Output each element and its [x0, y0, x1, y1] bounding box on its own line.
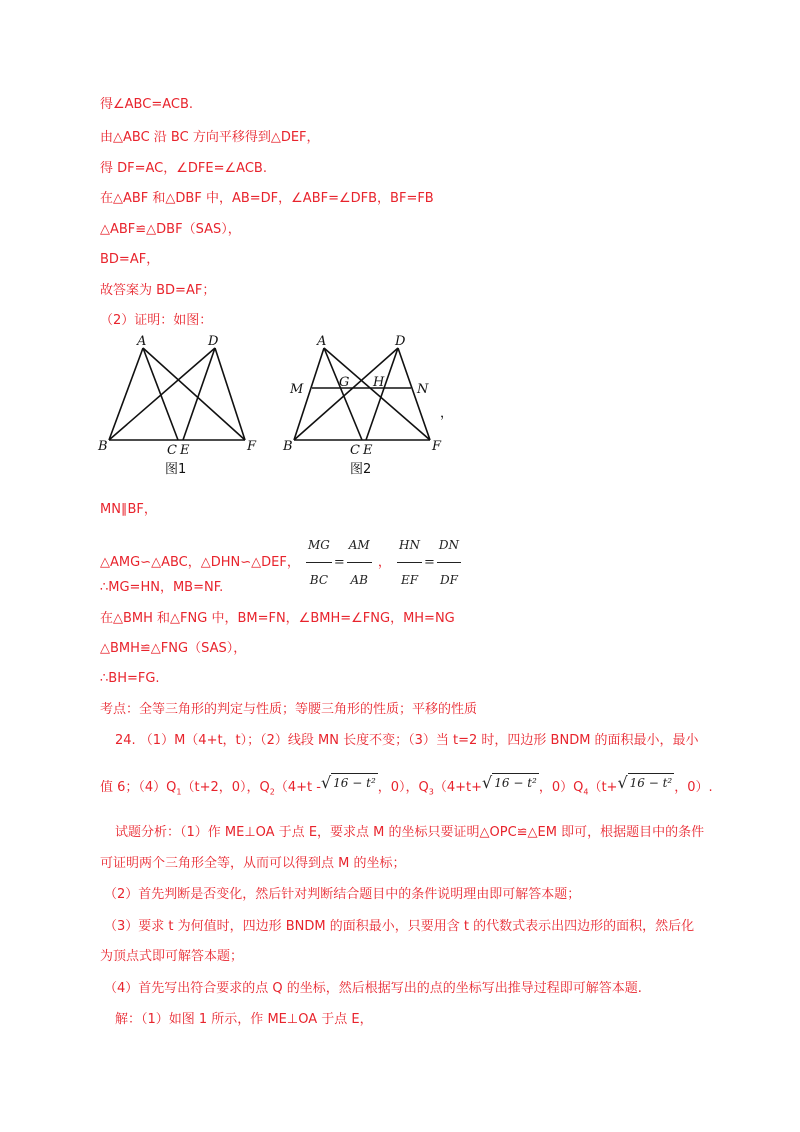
line-7: 故答案为 BD=AF；	[100, 283, 216, 298]
line-9: MN∥BF，	[100, 502, 157, 517]
line-3: 得 DF=AC，∠DFE=∠ACB.	[100, 161, 267, 176]
fig2-label-b: B	[283, 439, 293, 454]
radical-1: 16 − t²	[331, 773, 378, 792]
line-11: ∴MG=HN，MB=NF.	[100, 580, 224, 595]
fraction-hn-ef: $\frac{HN}{EF}$	[397, 528, 422, 597]
line-18: 试题分析：（1）作 ME⊥OA 于点 E，要求点 M 的坐标只要证明△OPC≌△EM 即可，根据题目中的条件	[115, 825, 705, 840]
line-10-separator: ，	[377, 555, 391, 570]
line-24: 解：（1）如图 1 所示，作 ME⊥OA 于点 E，	[115, 1012, 373, 1027]
fig2-caption: 图2	[350, 462, 372, 477]
fig2-label-f: F	[432, 439, 442, 454]
line-17	[100, 773, 713, 802]
line-15: 考点：全等三角形的判定与性质；等腰三角形的性质；平移的性质	[100, 702, 478, 717]
q-text-4: ，0），Q	[377, 780, 429, 795]
fig1-label-f: F	[247, 439, 257, 454]
fraction-mg-bc: $\frac{MG}{BC}$	[306, 528, 332, 597]
line-23: （4）首先写出符合要求的点 Q 的坐标，然后根据写出的点的坐标写出推导过程即可解答本题.	[104, 981, 642, 996]
fig1-label-c: C	[167, 443, 177, 458]
q-sub-1: 1	[176, 787, 182, 797]
fig2-label-m: M	[290, 382, 304, 397]
fig1-label-b: B	[98, 439, 108, 454]
fig2-label-g: G	[339, 375, 350, 390]
radical-2: 16 − t²	[492, 773, 539, 792]
q-text-6: ，0）Q	[538, 780, 584, 795]
line-21: （3）要求 t 为何值时，四边形 BNDM 的面积最小，只要用含 t 的代数式表示出四边形的面积，然后化	[104, 919, 695, 934]
fig2-label-e: E	[363, 443, 373, 458]
q-text-5: （4+t+	[433, 780, 483, 795]
fig2-label-n: N	[417, 382, 429, 397]
q-text-1: 值 6；（4）Q	[100, 780, 177, 795]
equals-sign: =	[333, 555, 345, 570]
fraction-dn-df: $\frac{DN}{DF}$	[437, 528, 461, 597]
fig1-label-d: D	[208, 334, 219, 349]
sqrt-icon-3: √	[617, 773, 628, 792]
line-19: 可证明两个三角形全等，从而可以得到点 M 的坐标；	[100, 856, 406, 871]
line-2: 由△ABC 沿 BC 方向平移得到△DEF，	[100, 130, 320, 145]
line-13: △BMH≌△FNG（SAS），	[100, 641, 247, 656]
equals-sign-2: =	[423, 555, 435, 570]
fig1-label-e: E	[180, 443, 190, 458]
radical-3: 16 − t²	[628, 773, 675, 792]
q-sub-4: 4	[583, 787, 589, 797]
figure-1	[95, 333, 265, 487]
fig2-label-d: D	[395, 334, 406, 349]
fig2-label-h: H	[373, 375, 385, 390]
sqrt-icon: √	[320, 773, 332, 792]
line-20: （2）首先判断是否变化，然后针对判断结合题目中的条件说明理由即可解答本题；	[104, 887, 581, 902]
q-text-7: （t+	[588, 780, 618, 795]
line-5: △ABF≌△DBF（SAS），	[100, 222, 241, 237]
line-8: （2）证明：如图：	[100, 313, 213, 328]
line-1: 得∠ABC=ACB.	[100, 97, 193, 112]
q-text-8: ，0）.	[674, 780, 713, 795]
line-14: ∴BH=FG.	[100, 671, 160, 686]
line-6: BD=AF，	[100, 252, 160, 267]
line-22: 为顶点式即可解答本题；	[100, 949, 244, 964]
sqrt-icon-2: √	[482, 773, 493, 792]
fig1-label-a: A	[137, 334, 147, 349]
q-sub-3: 3	[428, 787, 434, 797]
fraction-am-ab: $\frac{AM}{AB}$	[347, 528, 372, 597]
line-10-text: △AMG∽△ABC，△DHN∽△DEF，	[100, 555, 300, 570]
fig1-caption: 图1	[165, 462, 187, 477]
line-4: 在△ABF 和△DBF 中，AB=DF，∠ABF=∠DFB，BF=FB	[100, 191, 434, 206]
figure-2	[280, 333, 460, 487]
fig2-label-a: A	[317, 334, 327, 349]
q-text-3: （4+t -	[274, 780, 321, 795]
line-12: 在△BMH 和△FNG 中，BM=FN，∠BMH=∠FNG，MH=NG	[100, 611, 455, 626]
q-text-2: （t+2，0），Q	[181, 780, 270, 795]
figure-trailing-comma: ，	[440, 406, 454, 421]
fig2-label-c: C	[350, 443, 360, 458]
q-sub-2: 2	[269, 787, 275, 797]
line-16: 24. （1）M（4+t，t）；（2）线段 MN 长度不变；（3）当 t=2 时，四边形 BNDM 的面积最小，最小	[115, 733, 699, 748]
